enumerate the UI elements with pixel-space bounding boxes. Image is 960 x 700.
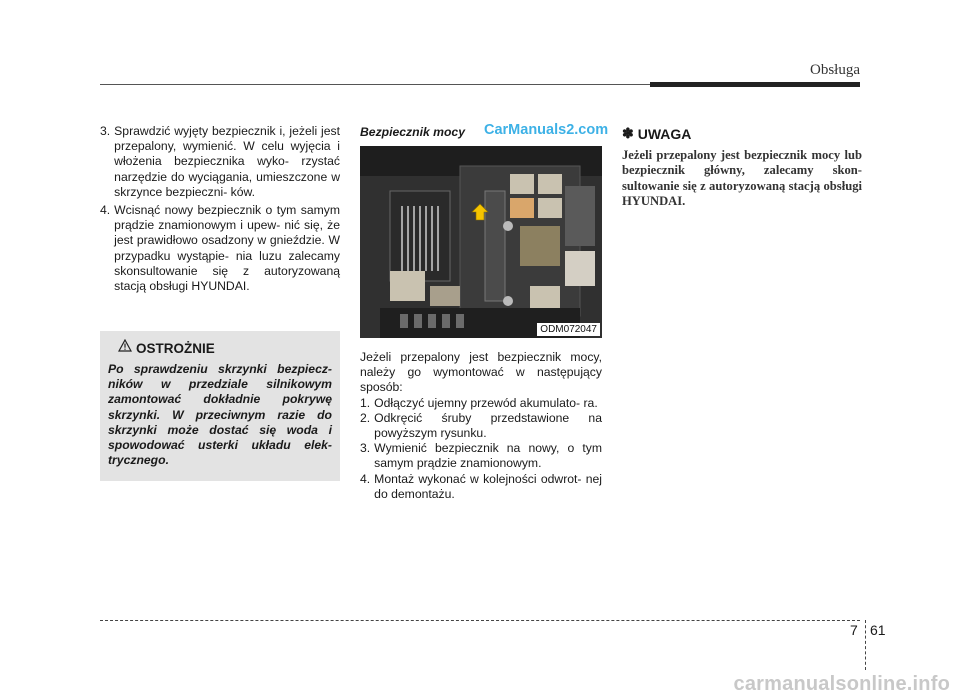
- page-number: 61: [870, 622, 886, 638]
- caution-title: OSTROŻNIE: [136, 340, 215, 356]
- caution-box: [100, 331, 340, 481]
- carmanuals-watermark: CarManuals2.com: [484, 122, 609, 138]
- intro-paragraph: Jeżeli przepalony jest bezpiecznik mocy, należy go wymontować w następujący sposób:: [360, 350, 602, 395]
- fuse-box-photo: [360, 146, 602, 338]
- step-text: Wcisnąć nowy bezpiecznik o tym samym prądzie znamionowym i upew- nić się, że jest prawidłowo osadzony w gnieździe. W przypadku wystąpie- nia luzu zalecamy skonsultowanie się z autoryzowaną stacją obsługi HYUNDAI.: [114, 203, 340, 294]
- chapter-number: 7: [850, 622, 858, 638]
- step-number: 2.: [360, 410, 371, 425]
- middle-column-text: [360, 350, 602, 502]
- warning-triangle-icon: [118, 339, 132, 357]
- footer-rule: [100, 620, 860, 621]
- note-body: Jeżeli przepalony jest bezpiecznik mocy lub bezpiecznik główny, zalecamy skon- sultowanie się z autoryzowaną stacją obsługi HYUNDAI.: [622, 148, 862, 208]
- header-bar: [650, 82, 860, 87]
- step-number: 3.: [360, 441, 371, 456]
- removal-step-1: [360, 396, 602, 411]
- removal-step-2: [360, 411, 602, 441]
- step-4: [100, 203, 340, 294]
- step-text: Wymienić bezpiecznik na nowy, o tym samym prądzie znamionowym.: [374, 441, 602, 471]
- step-number: 4.: [100, 203, 111, 218]
- caution-body: Po sprawdzeniu skrzynki bezpiecz- ników w przedziale silnikowym zamontować dokładnie pokrywę skrzynki. W przeciwnym razie do skrzynki może dostać się woda i spowodować usterki układu elek- trycznego.: [108, 362, 332, 468]
- page-separator: [865, 620, 866, 670]
- removal-step-4: [360, 472, 602, 502]
- asterisk-icon: ✽: [622, 125, 634, 141]
- removal-step-3: [360, 441, 602, 471]
- note-header: [622, 125, 691, 142]
- step-text: Odkręcić śruby przedstawione na powyższym rysunku.: [374, 410, 602, 441]
- photo-code: ODM072047: [537, 323, 600, 336]
- left-column: [100, 124, 340, 297]
- power-fuse-heading: Bezpiecznik mocy: [360, 125, 465, 139]
- step-number: 1.: [360, 395, 371, 410]
- step-text: Odłączyć ujemny przewód akumulato- ra.: [374, 395, 598, 410]
- site-watermark: carmanualsonline.info: [733, 673, 950, 695]
- step-number: 4.: [360, 471, 371, 486]
- step-text: Sprawdzić wyjęty bezpiecznik i, jeżeli jest przepalony, wymienić. W celu wyjęcia i włożenia bezpiecznika wyko- rzystać narzędzie do wyciągania, umieszczone w skrzynce bezpieczni- ków.: [114, 124, 340, 199]
- step-text: Montaż wykonać w kolejności odwrot- nej do demontażu.: [374, 471, 602, 501]
- caution-header: [118, 339, 332, 357]
- note-title: UWAGA: [637, 125, 692, 142]
- step-3: [100, 124, 340, 200]
- step-number: 3.: [100, 124, 111, 138]
- section-title: Obsługa: [810, 62, 860, 78]
